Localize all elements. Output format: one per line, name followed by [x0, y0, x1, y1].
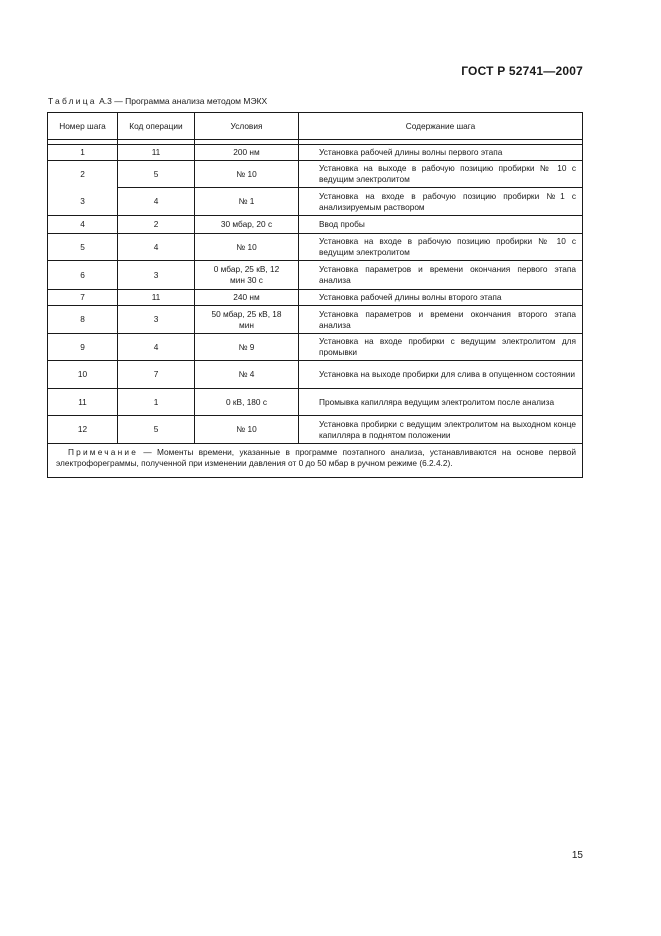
- page-number: 15: [571, 850, 583, 861]
- table-row: [48, 188, 583, 216]
- column-header-content: Содержание шага: [299, 113, 583, 140]
- cell-condition: № 10: [195, 416, 299, 444]
- table-body: [48, 145, 583, 444]
- note-row: [48, 444, 583, 478]
- cell-step: 9: [48, 334, 118, 361]
- cell-code: 4: [118, 188, 195, 216]
- cell-content: Установка на входе в рабочую позицию пробирки №1 с анализируемым раствором: [299, 188, 583, 216]
- column-header-code: Код операции: [118, 113, 195, 140]
- cell-step: 5: [48, 234, 118, 261]
- table-row: [48, 216, 583, 234]
- cell-step: 12: [48, 416, 118, 444]
- cell-code: 3: [118, 261, 195, 290]
- cell-condition: 50 мбар, 25 кВ, 18 мин: [195, 306, 299, 334]
- cell-condition: 0 кВ, 180 с: [195, 389, 299, 416]
- cell-step: 8: [48, 306, 118, 334]
- table-row: [48, 361, 583, 389]
- cell-code: 11: [118, 290, 195, 306]
- cell-step: 10: [48, 361, 118, 389]
- cell-code: 11: [118, 145, 195, 161]
- table-row: [48, 416, 583, 444]
- caption-title: Программа анализа методом МЭКХ: [125, 96, 268, 106]
- cell-content: Установка параметров и времени окончания второго этапа анализа: [299, 306, 583, 334]
- cell-content: Установка на входе пробирки с ведущим электролитом для промывки: [299, 334, 583, 361]
- cell-condition: № 10: [195, 234, 299, 261]
- column-header-condition: Условия: [195, 113, 299, 140]
- table-header-row: [48, 113, 583, 140]
- table-row: [48, 306, 583, 334]
- table-row: [48, 290, 583, 306]
- table-row: [48, 145, 583, 161]
- cell-condition: 0 мбар, 25 кВ, 12 мин 30 с: [195, 261, 299, 290]
- cell-condition: 200 нм: [195, 145, 299, 161]
- table-row: [48, 234, 583, 261]
- cell-code: 2: [118, 216, 195, 234]
- table-caption: [48, 96, 267, 106]
- cell-step: 1: [48, 145, 118, 161]
- cell-code: 5: [118, 416, 195, 444]
- cell-step: 6: [48, 261, 118, 290]
- cell-code: 4: [118, 234, 195, 261]
- caption-label: Таблица: [48, 96, 97, 106]
- cell-content: Ввод пробы: [299, 216, 583, 234]
- cell-content: Установка на выходе пробирки для слива в опущенном состоянии: [299, 361, 583, 389]
- analysis-program-table: [47, 112, 583, 478]
- cell-code: 1: [118, 389, 195, 416]
- cell-content: Установка на входе в рабочую позицию пробирки № 10 с ведущим электролитом: [299, 234, 583, 261]
- table-note: [48, 444, 583, 478]
- cell-content: Промывка капилляра ведущим электролитом после анализа: [299, 389, 583, 416]
- cell-condition: № 1: [195, 188, 299, 216]
- table-row: [48, 261, 583, 290]
- cell-code: 4: [118, 334, 195, 361]
- cell-condition: № 4: [195, 361, 299, 389]
- cell-step: 4: [48, 216, 118, 234]
- table-row: [48, 389, 583, 416]
- caption-dash: —: [114, 96, 123, 106]
- note-text: — Моменты времени, указанные в программе поэтапного анализа, устанавливаются на основе первой электрофореграммы, полученной при изменении давления от 0 до 50 мбар в ручном режиме (6.2.4.2).: [56, 447, 576, 468]
- cell-condition: 240 нм: [195, 290, 299, 306]
- cell-code: 5: [118, 161, 195, 188]
- cell-content: Установка параметров и времени окончания первого этапа анализа: [299, 261, 583, 290]
- cell-content: Установка на выходе в рабочую позицию пробирки № 10 с ведущим электролитом: [299, 161, 583, 188]
- document-code: ГОСТ Р 52741—2007: [461, 64, 583, 78]
- note-label: Примечание: [68, 447, 139, 457]
- cell-step: 3: [48, 188, 118, 216]
- cell-step: 2: [48, 161, 118, 188]
- table-row: [48, 161, 583, 188]
- cell-condition: № 9: [195, 334, 299, 361]
- cell-condition: № 10: [195, 161, 299, 188]
- cell-content: Установка пробирки с ведущим электролитом на выходном конце капилляра в поднятом положении: [299, 416, 583, 444]
- cell-step: 11: [48, 389, 118, 416]
- column-header-step: Номер шага: [48, 113, 118, 140]
- cell-step: 7: [48, 290, 118, 306]
- cell-content: Установка рабочей длины волны второго этапа: [299, 290, 583, 306]
- cell-content: Установка рабочей длины волны первого этапа: [299, 145, 583, 161]
- cell-condition: 30 мбар, 20 с: [195, 216, 299, 234]
- table-row: [48, 334, 583, 361]
- caption-number: А.3: [99, 96, 112, 106]
- cell-code: 7: [118, 361, 195, 389]
- cell-code: 3: [118, 306, 195, 334]
